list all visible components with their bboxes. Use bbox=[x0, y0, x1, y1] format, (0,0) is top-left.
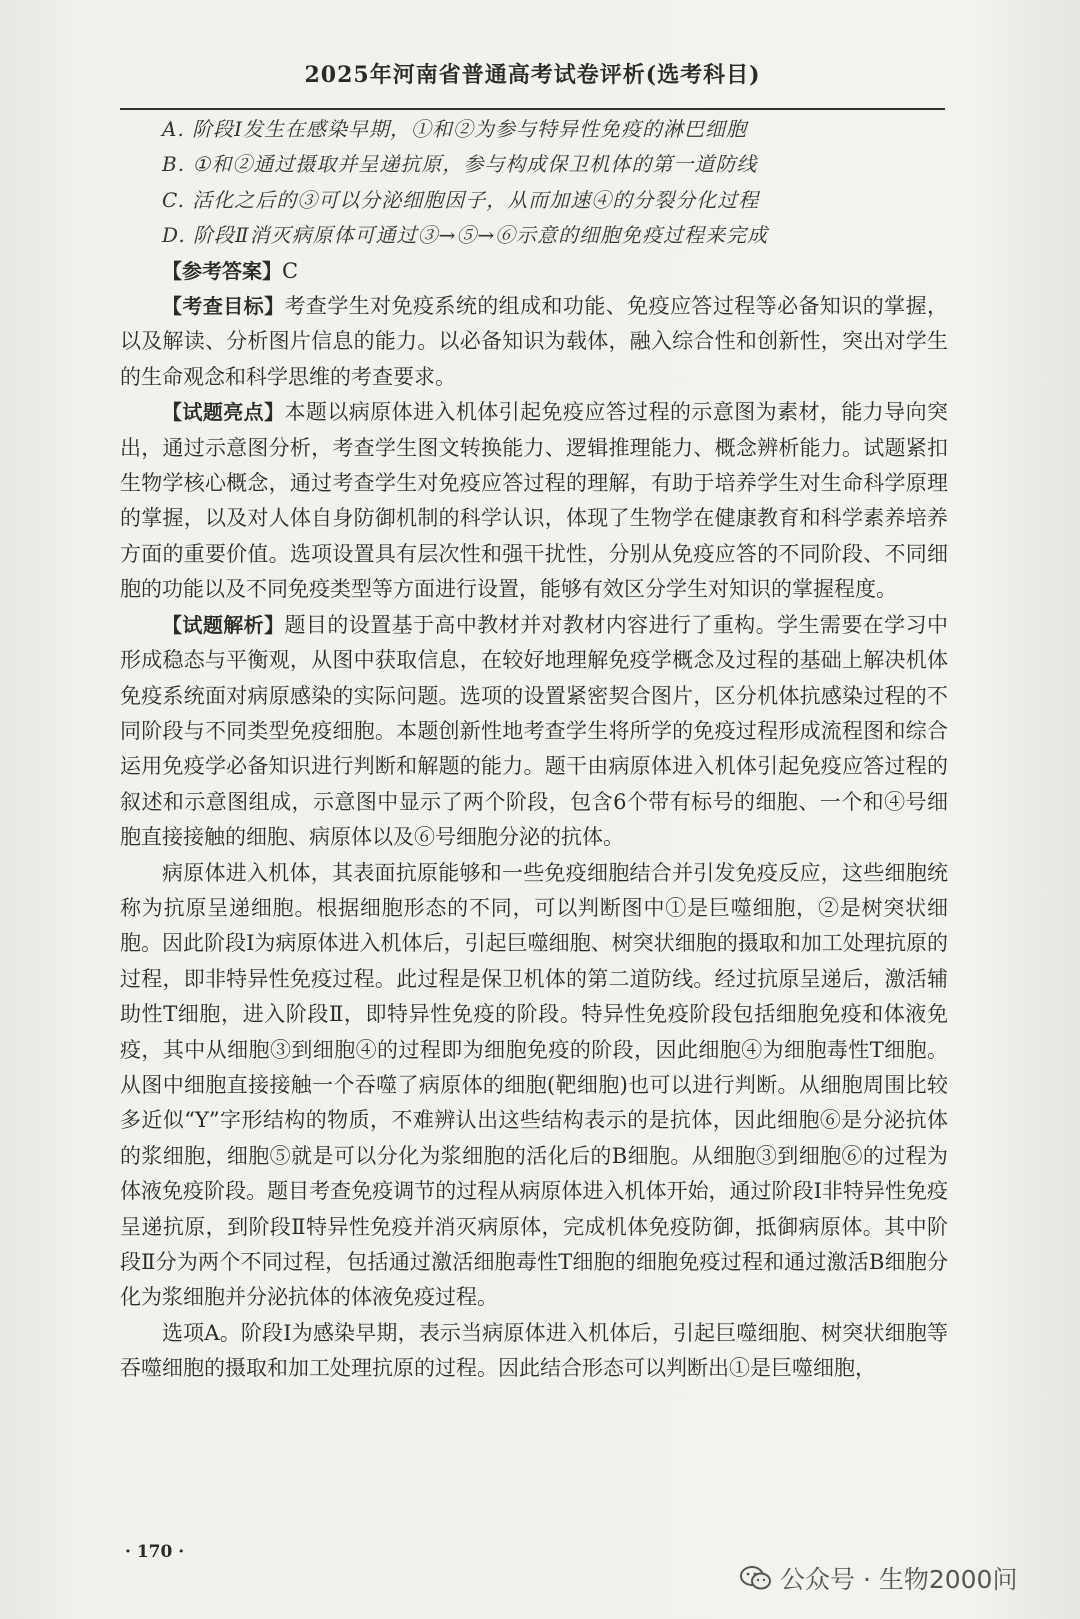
page-content bbox=[120, 112, 948, 1387]
highlight-tag: 【试题亮点】 bbox=[162, 400, 285, 425]
page-number: · 170 · bbox=[125, 1542, 185, 1562]
analysis-tag: 【试题解析】 bbox=[162, 612, 285, 637]
running-header bbox=[120, 60, 945, 110]
watermark bbox=[740, 1560, 1017, 1596]
analysis-text: 题目的设置基于高中教材并对教材内容进行了重构。学生需要在学习中形成稳态与平衡观，从图中获取信息，在较好地理解免疫学概念及过程的基础上解决机体免疫系统面对病原感染的实际问题。选项的设置紧密契合图片，区分机体抗感染过程的不同阶段与不同类型免疫细胞。本题创新性地考查学生将所学的免疫过程形成流程图和综合运用免疫学必备知识进行判断和解题的能力。题干由病原体进入机体引起免疫应答过程的叙述和示意图组成，示意图中显示了两个阶段，包含6个带有标号的细胞、一个和④号细胞直接接触的细胞、病原体以及⑥号细胞分泌的抗体。 bbox=[120, 612, 948, 850]
option-a-paragraph: 选项A。阶段Ⅰ为感染早期，表示当病原体进入机体后，引起巨噬细胞、树突状细胞等吞噬细胞的摄取和加工处理抗原的过程。因此结合形态可以判断出①是巨噬细胞， bbox=[120, 1320, 948, 1381]
header-title: 2025年河南省普通高考试卷评析(选考科目) bbox=[304, 62, 761, 88]
goal-text: 考查学生对免疫系统的组成和功能、免疫应答过程等必备知识的掌握，以及解读、分析图片信息的能力。以必备知识为载体，融入综合性和创新性，突出对学生的生命观念和科学思维的考查要求。 bbox=[120, 294, 948, 389]
analysis-paragraph bbox=[120, 608, 948, 856]
highlight-text: 本题以病原体进入机体引起免疫应答过程的示意图为素材，能力导向突出，通过示意图分析，考查学生图文转换能力、逻辑推理能力、概念辨析能力。试题紧扣生物学核心概念，通过考查学生对免疫应答过程的理解，有助于培养学生对生命科学原理的掌握，以及对人体自身防御机制的科学认识，体现了生物学在健康教育和科学素养培养方面的重要价值。选项设置具有层次性和强干扰性，分别从免疫应答的不同阶段、不同细胞的功能以及不同免疫类型等方面进行设置，能够有效区分学生对知识的掌握程度。 bbox=[120, 400, 948, 602]
option-c: C. 活化之后的③可以分泌细胞因子，从而加速④的分裂分化过程 bbox=[162, 187, 760, 212]
watermark-text: 公众号 · 生物2000问 bbox=[780, 1565, 1018, 1594]
option-d: D. 阶段Ⅱ消灭病原体可通过③→⑤→⑥示意的细胞免疫过程来完成 bbox=[162, 223, 769, 248]
answer-text: C bbox=[282, 258, 299, 283]
goal-tag: 【考查目标】 bbox=[162, 294, 285, 319]
body-paragraph: 病原体进入机体，其表面抗原能够和一些免疫细胞结合并引发免疫反应，这些细胞统称为抗原呈递细胞。根据细胞形态的不同，可以判断图中①是巨噬细胞，②是树突状细胞。因此阶段Ⅰ为病原体进入机体后，引起巨噬细胞、树突状细胞的摄取和加工处理抗原的过程，即非特异性免疫过程。此过程是保卫机体的第二道防线。经过抗原呈递后，激活辅助性T细胞，进入阶段Ⅱ，即特异性免疫的阶段。特异性免疫阶段包括细胞免疫和体液免疫，其中从细胞③到细胞④的过程即为细胞免疫的阶段，因此细胞④为细胞毒性T细胞。从图中细胞直接接触一个吞噬了病原体的细胞(靶细胞)也可以进行判断。从细胞周围比较多近似“Y”字形结构的物质，不难辨认出这些结构表示的是抗体，因此细胞⑥是分泌抗体的浆细胞，细胞⑤就是可以分化为浆细胞的活化后的B细胞。从细胞③到细胞⑥的过程为体液免疫阶段。题目考查免疫调节的过程从病原体进入机体开始，通过阶段Ⅰ非特异性免疫呈递抗原，到阶段Ⅱ特异性免疫并消灭病原体，完成机体免疫防御，抵御病原体。其中阶段Ⅱ分为两个不同过程，包括通过激活细胞毒性T细胞的细胞免疫过程和通过激活B细胞分化为浆细胞并分泌抗体的体液免疫过程。 bbox=[120, 860, 948, 1310]
option-a: A. 阶段Ⅰ发生在感染早期，①和②为参与特异性免疫的淋巴细胞 bbox=[162, 117, 748, 141]
option-b: B. ①和②通过摄取并呈递抗原，参与构成保卫机体的第一道防线 bbox=[162, 152, 758, 177]
answer-tag: 【参考答案】 bbox=[162, 258, 282, 283]
goal-paragraph bbox=[120, 289, 948, 395]
wechat-icon bbox=[740, 1565, 772, 1591]
answer-paragraph bbox=[120, 254, 948, 289]
highlight-paragraph bbox=[120, 395, 948, 607]
